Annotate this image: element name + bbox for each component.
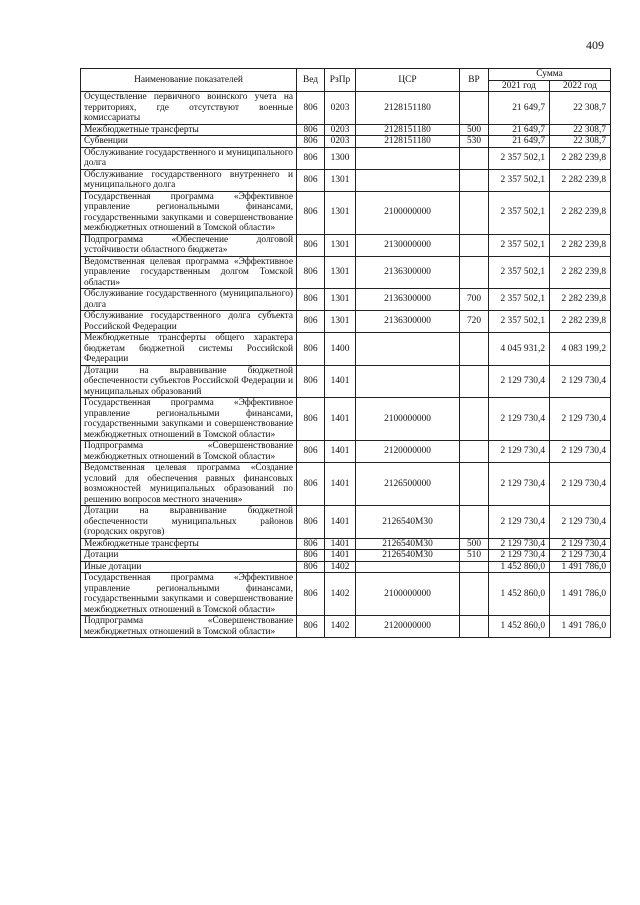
- cell-rzpr: 1402: [325, 573, 356, 616]
- cell-sum-2021: 2 357 502,1: [489, 289, 550, 311]
- cell-csr: 2120000000: [356, 441, 460, 463]
- cell-rzpr: 0203: [325, 124, 356, 136]
- cell-sum-2022: 2 129 730,4: [550, 463, 611, 506]
- cell-csr: 2136300000: [356, 256, 460, 289]
- cell-sum-2021: 2 357 502,1: [489, 311, 550, 333]
- table-row: [81, 561, 611, 573]
- cell-rzpr: 1301: [325, 169, 356, 191]
- cell-vr: 500: [460, 124, 489, 136]
- cell-sum-2022: 1 491 786,0: [550, 616, 611, 638]
- cell-vr: [460, 191, 489, 234]
- cell-name: Подпрограмма «Обеспечение долговой устойчивости областного бюджета»: [81, 234, 297, 256]
- cell-sum-2021: 2 129 730,4: [489, 550, 550, 562]
- cell-sum-2022: 2 129 730,4: [550, 398, 611, 441]
- cell-name: Межбюджетные трансферты: [81, 124, 297, 136]
- cell-sum-2021: 2 129 730,4: [489, 365, 550, 398]
- cell-vr: 530: [460, 136, 489, 148]
- header-year-2021: 2021 год: [489, 80, 550, 92]
- cell-sum-2021: 2 357 502,1: [489, 147, 550, 169]
- cell-rzpr: 1401: [325, 506, 356, 539]
- cell-rzpr: 0203: [325, 136, 356, 148]
- cell-rzpr: 1301: [325, 311, 356, 333]
- table-row: [81, 169, 611, 191]
- cell-sum-2022: 2 282 239,8: [550, 256, 611, 289]
- cell-sum-2021: 2 129 730,4: [489, 463, 550, 506]
- cell-name: Обслуживание государственного долга субъекта Российской Федерации: [81, 311, 297, 333]
- cell-sum-2022: 2 282 239,8: [550, 311, 611, 333]
- cell-name: Осуществление первичного воинского учета на территориях, где отсутствуют военные комиссариаты: [81, 92, 297, 125]
- cell-sum-2021: 21 649,7: [489, 124, 550, 136]
- cell-vr: [460, 441, 489, 463]
- cell-sum-2022: 2 282 239,8: [550, 169, 611, 191]
- cell-rzpr: 0203: [325, 92, 356, 125]
- cell-sum-2022: 1 491 786,0: [550, 561, 611, 573]
- table-row: [81, 256, 611, 289]
- cell-sum-2022: 2 282 239,8: [550, 289, 611, 311]
- table-row: [81, 365, 611, 398]
- cell-csr: 2128151180: [356, 136, 460, 148]
- cell-ved: 806: [297, 289, 325, 311]
- cell-ved: 806: [297, 538, 325, 550]
- cell-ved: 806: [297, 124, 325, 136]
- cell-ved: 806: [297, 256, 325, 289]
- budget-table: [80, 68, 611, 638]
- cell-sum-2021: 21 649,7: [489, 136, 550, 148]
- table-row: [81, 398, 611, 441]
- cell-name: Подпрограмма «Совершенствование межбюджетных отношений в Томской области»: [81, 616, 297, 638]
- cell-name: Субвенции: [81, 136, 297, 148]
- cell-ved: 806: [297, 311, 325, 333]
- cell-sum-2022: 2 129 730,4: [550, 550, 611, 562]
- cell-name: Государственная программа «Эффективное управление региональными финансами, государственными закупками и совершенствование межбюджетных отношений в Томской области»: [81, 573, 297, 616]
- cell-rzpr: 1401: [325, 463, 356, 506]
- cell-ved: 806: [297, 234, 325, 256]
- cell-sum-2021: 2 357 502,1: [489, 169, 550, 191]
- cell-name: Межбюджетные трансферты: [81, 538, 297, 550]
- cell-rzpr: 1401: [325, 365, 356, 398]
- cell-sum-2022: 2 282 239,8: [550, 234, 611, 256]
- cell-name: Обслуживание государственного внутреннего и муниципального долга: [81, 169, 297, 191]
- cell-sum-2022: 22 308,7: [550, 136, 611, 148]
- cell-sum-2021: 2 357 502,1: [489, 234, 550, 256]
- cell-csr: [356, 169, 460, 191]
- cell-ved: 806: [297, 398, 325, 441]
- cell-csr: 2128151180: [356, 124, 460, 136]
- cell-csr: 2126500000: [356, 463, 460, 506]
- cell-vr: 510: [460, 550, 489, 562]
- cell-ved: 806: [297, 136, 325, 148]
- cell-vr: 700: [460, 289, 489, 311]
- table-row: [81, 573, 611, 616]
- cell-vr: [460, 333, 489, 366]
- cell-name: Обслуживание государственного (муниципального) долга: [81, 289, 297, 311]
- table-row: [81, 191, 611, 234]
- cell-name: Государственная программа «Эффективное управление региональными финансами, государственными закупками и совершенствование межбюджетных отношений в Томской области»: [81, 191, 297, 234]
- table-row: [81, 506, 611, 539]
- table-row: [81, 550, 611, 562]
- cell-ved: 806: [297, 441, 325, 463]
- cell-ved: 806: [297, 333, 325, 366]
- cell-sum-2021: 1 452 860,0: [489, 561, 550, 573]
- cell-sum-2021: 2 129 730,4: [489, 506, 550, 539]
- cell-ved: 806: [297, 616, 325, 638]
- cell-sum-2022: 2 282 239,8: [550, 147, 611, 169]
- cell-sum-2022: 2 129 730,4: [550, 365, 611, 398]
- cell-vr: [460, 92, 489, 125]
- cell-vr: [460, 463, 489, 506]
- cell-name: Обслуживание государственного и муниципального долга: [81, 147, 297, 169]
- cell-csr: 2100000000: [356, 191, 460, 234]
- cell-sum-2022: 2 129 730,4: [550, 441, 611, 463]
- cell-sum-2022: 1 491 786,0: [550, 573, 611, 616]
- cell-ved: 806: [297, 573, 325, 616]
- cell-ved: 806: [297, 463, 325, 506]
- cell-rzpr: 1301: [325, 289, 356, 311]
- cell-name: Межбюджетные трансферты общего характера бюджетам бюджетной системы Российской Федерации: [81, 333, 297, 366]
- cell-ved: 806: [297, 506, 325, 539]
- header-ved: Вед: [297, 69, 325, 92]
- table-row: [81, 616, 611, 638]
- cell-csr: 2126540М30: [356, 538, 460, 550]
- cell-vr: [460, 616, 489, 638]
- cell-sum-2021: 2 129 730,4: [489, 398, 550, 441]
- cell-sum-2021: 2 357 502,1: [489, 256, 550, 289]
- cell-rzpr: 1401: [325, 538, 356, 550]
- cell-rzpr: 1301: [325, 234, 356, 256]
- cell-name: Дотации на выравнивание бюджетной обеспеченности муниципальных районов (городских округов): [81, 506, 297, 539]
- cell-vr: [460, 506, 489, 539]
- cell-sum-2021: 2 129 730,4: [489, 441, 550, 463]
- cell-vr: 720: [460, 311, 489, 333]
- table-row: [81, 441, 611, 463]
- header-vr: ВР: [460, 69, 489, 92]
- cell-sum-2021: 4 045 931,2: [489, 333, 550, 366]
- header-name: Наименование показателей: [81, 69, 297, 92]
- table-body: [81, 92, 611, 638]
- header-rzpr: РзПр: [325, 69, 356, 92]
- cell-vr: [460, 169, 489, 191]
- cell-ved: 806: [297, 561, 325, 573]
- table-row: [81, 136, 611, 148]
- cell-sum-2021: 1 452 860,0: [489, 573, 550, 616]
- cell-rzpr: 1401: [325, 441, 356, 463]
- table-row: [81, 234, 611, 256]
- cell-ved: 806: [297, 550, 325, 562]
- cell-ved: 806: [297, 191, 325, 234]
- cell-name: Иные дотации: [81, 561, 297, 573]
- cell-rzpr: 1301: [325, 191, 356, 234]
- cell-vr: [460, 147, 489, 169]
- cell-csr: 2100000000: [356, 398, 460, 441]
- cell-vr: [460, 561, 489, 573]
- cell-csr: [356, 561, 460, 573]
- table-row: [81, 92, 611, 125]
- cell-sum-2022: 4 083 199,2: [550, 333, 611, 366]
- cell-vr: [460, 398, 489, 441]
- table-row: [81, 463, 611, 506]
- cell-sum-2021: 1 452 860,0: [489, 616, 550, 638]
- header-sum: Сумма: [489, 69, 611, 81]
- cell-sum-2021: 21 649,7: [489, 92, 550, 125]
- cell-csr: 2130000000: [356, 234, 460, 256]
- cell-csr: 2128151180: [356, 92, 460, 125]
- cell-sum-2021: 2 129 730,4: [489, 538, 550, 550]
- cell-vr: 500: [460, 538, 489, 550]
- cell-vr: [460, 573, 489, 616]
- cell-rzpr: 1402: [325, 561, 356, 573]
- table-row: [81, 289, 611, 311]
- cell-csr: 2126540М30: [356, 506, 460, 539]
- header-year-2022: 2022 год: [550, 80, 611, 92]
- cell-csr: 2136300000: [356, 311, 460, 333]
- cell-ved: 806: [297, 92, 325, 125]
- cell-name: Ведомственная целевая программа «Создание условий для обеспечения равных финансовых возможностей муниципальных образований по решению вопросов местного значения»: [81, 463, 297, 506]
- cell-csr: [356, 147, 460, 169]
- cell-vr: [460, 365, 489, 398]
- cell-sum-2022: 2 129 730,4: [550, 538, 611, 550]
- cell-rzpr: 1400: [325, 333, 356, 366]
- cell-sum-2022: 22 308,7: [550, 124, 611, 136]
- table-row: [81, 147, 611, 169]
- cell-ved: 806: [297, 365, 325, 398]
- table-row: [81, 124, 611, 136]
- cell-rzpr: 1300: [325, 147, 356, 169]
- cell-name: Дотации: [81, 550, 297, 562]
- cell-sum-2022: 2 282 239,8: [550, 191, 611, 234]
- cell-csr: [356, 365, 460, 398]
- cell-ved: 806: [297, 169, 325, 191]
- cell-sum-2021: 2 357 502,1: [489, 191, 550, 234]
- cell-csr: [356, 333, 460, 366]
- cell-rzpr: 1401: [325, 550, 356, 562]
- page-number: 409: [586, 38, 604, 52]
- cell-rzpr: 1401: [325, 398, 356, 441]
- cell-rzpr: 1402: [325, 616, 356, 638]
- table-row: [81, 333, 611, 366]
- cell-csr: 2126540М30: [356, 550, 460, 562]
- cell-csr: 2100000000: [356, 573, 460, 616]
- cell-rzpr: 1301: [325, 256, 356, 289]
- cell-name: Дотации на выравнивание бюджетной обеспеченности субъектов Российской Федерации и муниципальных образований: [81, 365, 297, 398]
- cell-csr: 2136300000: [356, 289, 460, 311]
- cell-ved: 806: [297, 147, 325, 169]
- cell-sum-2022: 2 129 730,4: [550, 506, 611, 539]
- cell-sum-2022: 22 308,7: [550, 92, 611, 125]
- cell-vr: [460, 256, 489, 289]
- cell-name: Государственная программа «Эффективное управление региональными финансами, государственными закупками и совершенствование межбюджетных отношений в Томской области»: [81, 398, 297, 441]
- table-header: [81, 69, 611, 92]
- cell-name: Ведомственная целевая программа «Эффективное управление государственным долгом Томской области»: [81, 256, 297, 289]
- cell-vr: [460, 234, 489, 256]
- cell-name: Подпрограмма «Совершенствование межбюджетных отношений в Томской области»: [81, 441, 297, 463]
- table-row: [81, 311, 611, 333]
- cell-csr: 2120000000: [356, 616, 460, 638]
- table-row: [81, 538, 611, 550]
- header-csr: ЦСР: [356, 69, 460, 92]
